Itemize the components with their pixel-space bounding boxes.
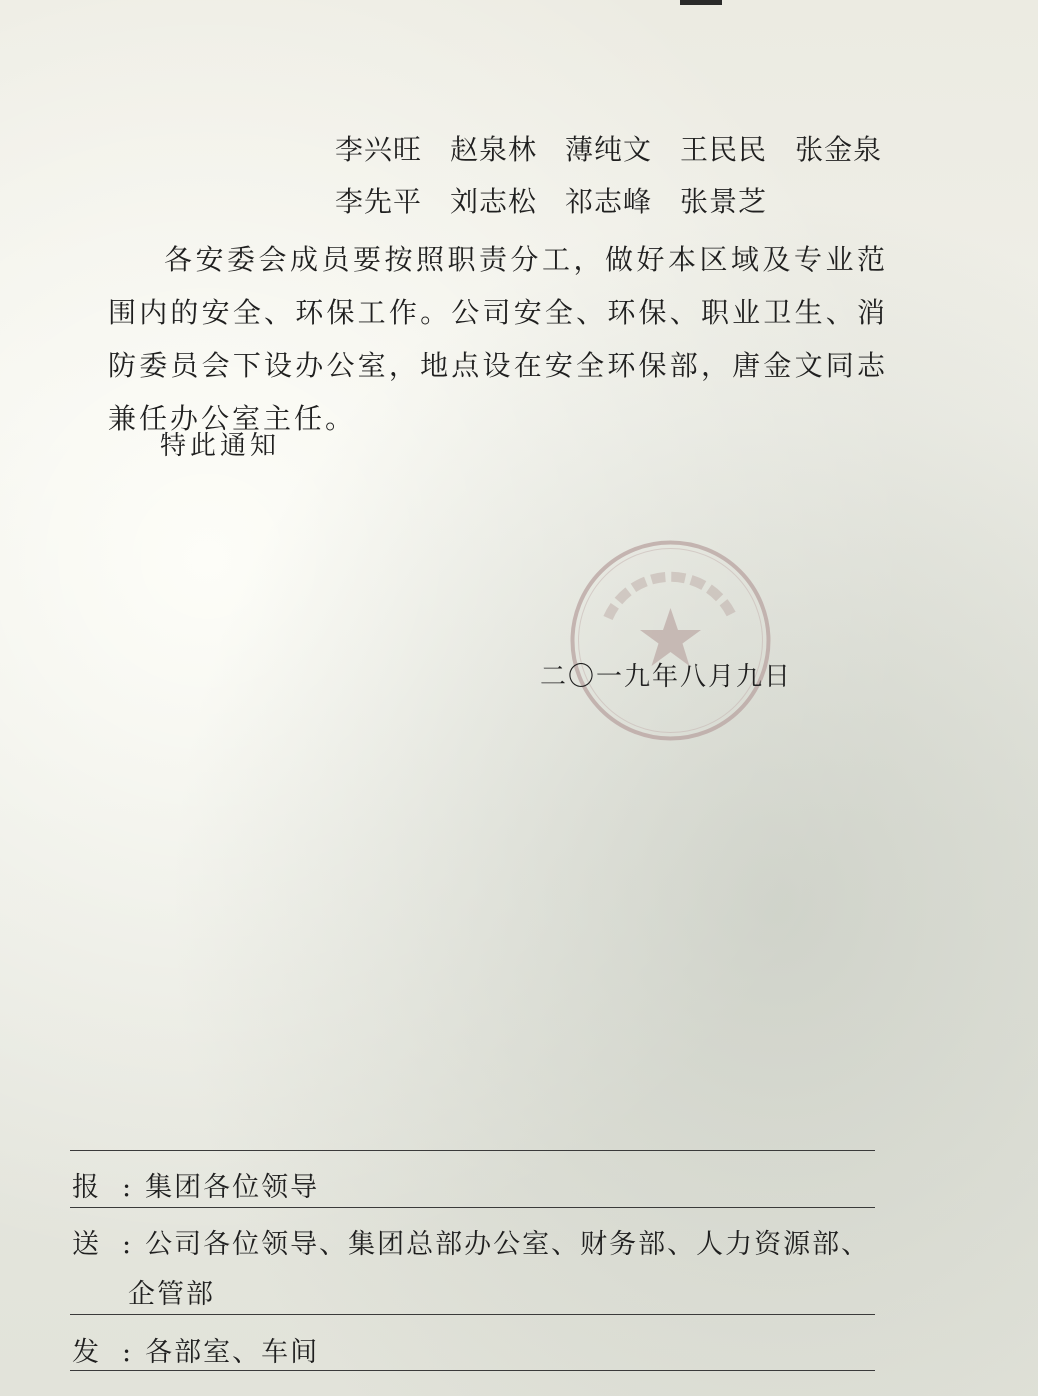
report-label: 报 (72, 1172, 101, 1203)
divider-line (70, 1370, 875, 1371)
colon: : (122, 1172, 134, 1203)
send-value-continuation: 企管部 (128, 1279, 215, 1310)
colon: : (122, 1229, 134, 1260)
scan-edge-mark (680, 0, 722, 5)
body-paragraph: 各安委会成员要按照职责分工，做好本区域及专业范围内的安全、环保工作。公司安全、环保、职业卫生、消防委员会下设办公室，地点设在安全环保部，唐金文同志兼任办公室主任。 (108, 243, 888, 435)
member-name: 王民民 (680, 133, 768, 166)
report-value: 集团各位领导 (145, 1172, 320, 1203)
member-name: 张景芝 (680, 185, 768, 218)
issue-value: 各部室、车间 (145, 1337, 320, 1368)
member-name: 刘志松 (450, 185, 538, 218)
distribution-issue (72, 1330, 319, 1369)
distribution-send (72, 1222, 870, 1261)
distribution-report (72, 1165, 319, 1204)
send-value: 公司各位领导、集团总部办公室、财务部、人力资源部、 (145, 1229, 871, 1260)
colon: : (122, 1337, 134, 1368)
closing-notice: 特此通知 (160, 431, 281, 461)
member-name: 李先平 (335, 185, 423, 218)
divider-line (70, 1314, 875, 1315)
member-name: 祁志峰 (565, 185, 653, 218)
send-label: 送 (72, 1229, 101, 1260)
issue-date: 二〇一九年八月九日 (540, 662, 793, 692)
member-name: 赵泉林 (450, 133, 538, 166)
member-names-row-2 (335, 180, 795, 220)
issue-label: 发 (72, 1337, 101, 1368)
member-name: 张金泉 (795, 133, 883, 166)
member-names-row-1 (335, 128, 910, 168)
member-name: 薄纯文 (565, 133, 653, 166)
divider-line (70, 1207, 875, 1208)
member-name: 李兴旺 (335, 133, 423, 166)
divider-line (70, 1150, 875, 1151)
company-seal (568, 538, 773, 743)
bleed-through-text (190, 612, 202, 647)
